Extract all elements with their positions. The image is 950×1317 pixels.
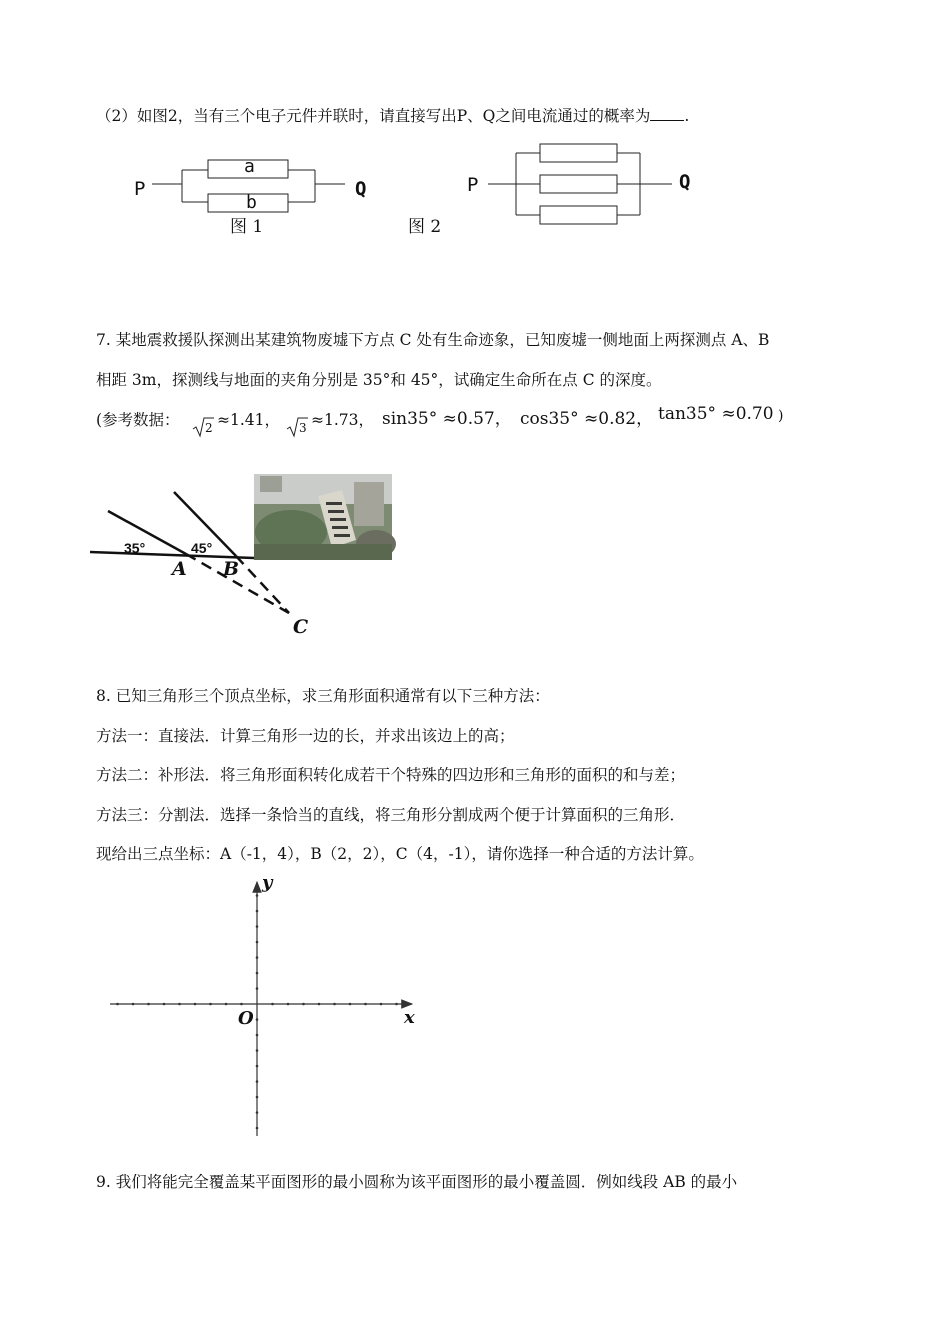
- angle-35-label: 35°: [124, 540, 146, 556]
- fig2-element-1: [540, 144, 617, 162]
- figure-3-detection-diagram: [86, 470, 396, 645]
- sqrt3-value: ≈1.73，: [311, 411, 374, 429]
- figure-2-circuit: [460, 136, 700, 228]
- x-axis-tick: [163, 1003, 166, 1006]
- x-axis-tick: [395, 1003, 398, 1006]
- x-axis-tick: [240, 1003, 243, 1006]
- y-axis-tick: [256, 941, 259, 944]
- fig1-q-label: Q: [355, 178, 367, 200]
- q8-line2: 方法一：直接法．计算三角形一边的长，并求出该边上的高；: [96, 727, 515, 745]
- sqrt2-value: ≈1.41，: [217, 411, 280, 429]
- x-axis-tick: [302, 1003, 305, 1006]
- sin-value: sin35° ≈0.57，: [382, 409, 512, 429]
- sqrt2-radicand: 2: [205, 421, 213, 435]
- x-axis-tick: [194, 1003, 197, 1006]
- x-axis-tick: [349, 1003, 352, 1006]
- x-axis-tick: [132, 1003, 135, 1006]
- fig2-p-label: P: [467, 174, 479, 196]
- ruins-photo: [254, 474, 396, 560]
- ref-open: (参考数据：: [96, 411, 180, 429]
- q8-line1: 8. 已知三角形三个顶点坐标，求三角形面积通常有以下三种方法：: [96, 687, 550, 705]
- ref-close: ): [778, 408, 784, 424]
- x-axis-label: x: [404, 1007, 415, 1028]
- y-axis-tick: [256, 1127, 259, 1130]
- q7-line1: 7. 某地震救援队探测出某建筑物废墟下方点 C 处有生命迹象，已知废墟一侧地面上两探测点 A、B: [96, 331, 770, 349]
- x-axis-tick: [147, 1003, 150, 1006]
- coordinate-axes: [100, 870, 430, 1142]
- x-axis-tick: [271, 1003, 274, 1006]
- y-axis-label: y: [262, 872, 273, 893]
- y-axis-tick: [256, 987, 259, 990]
- q6-part2-text: [96, 104, 689, 126]
- y-axis-tick: [256, 1096, 259, 1099]
- y-axis-tick: [256, 910, 259, 913]
- origin-label: O: [238, 1008, 254, 1029]
- y-axis-tick: [256, 972, 259, 975]
- q8-line3: 方法二：补形法．将三角形面积转化成若干个特殊的四边形和三角形的面积的和与差；: [96, 766, 686, 784]
- fig2-element-2: [540, 175, 617, 193]
- y-axis-tick: [256, 1018, 259, 1021]
- fig2-caption: 图 2: [408, 217, 442, 237]
- y-axis-tick: [256, 1034, 259, 1037]
- point-c-label: C: [293, 616, 309, 638]
- x-axis-tick: [318, 1003, 321, 1006]
- x-axis-tick: [225, 1003, 228, 1006]
- q6-part2-prefix: （2）如图2，当有三个电子元件并联时，请直接写出P、Q之间电流通过的概率为: [96, 107, 651, 125]
- x-axis-tick: [209, 1003, 212, 1006]
- point-a-label: A: [172, 558, 187, 580]
- detection-line-a: [108, 511, 186, 554]
- q7-reference-data: [96, 402, 856, 442]
- q6-part2-suffix: .: [684, 107, 690, 125]
- answer-blank: [650, 106, 684, 121]
- q8-line5: 现给出三点坐标：A（-1，4），B（2，2），C（4，-1），请你选择一种合适的方法计算。: [96, 845, 704, 863]
- x-axis-tick: [178, 1003, 181, 1006]
- y-axis-tick: [256, 956, 259, 959]
- fig1-a-label: a: [244, 156, 255, 177]
- point-b-label: B: [223, 558, 240, 580]
- x-axis-tick: [364, 1003, 367, 1006]
- q7-line2: 相距 3m，探测线与地面的夹角分别是 35°和 45°，试确定生命所在点 C 的深度。: [96, 371, 662, 389]
- angle-45-label: 45°: [191, 540, 213, 556]
- x-axis-tick: [333, 1003, 336, 1006]
- y-axis-tick: [256, 1049, 259, 1052]
- tan-value: tan35° ≈0.70: [658, 404, 774, 424]
- x-axis-tick: [287, 1003, 290, 1006]
- q8-line4: 方法三：分割法．选择一条恰当的直线，将三角形分割成两个便于计算面积的三角形．: [96, 806, 686, 824]
- x-axis-tick: [380, 1003, 383, 1006]
- fig1-b-label: b: [246, 192, 257, 213]
- dashed-line-bc: [236, 556, 289, 613]
- x-axis-tick: [116, 1003, 119, 1006]
- fig2-element-3: [540, 206, 617, 224]
- y-axis-tick: [256, 925, 259, 928]
- fig1-p-label: P: [134, 178, 146, 200]
- y-axis-tick: [256, 1111, 259, 1114]
- sqrt3-radicand: 3: [299, 421, 307, 435]
- cos-value: cos35° ≈0.82，: [520, 409, 654, 429]
- fig2-q-label: Q: [679, 171, 691, 193]
- q9-line1: 9. 我们将能完全覆盖某平面图形的最小圆称为该平面图形的最小覆盖圆．例如线段 AB 的最小: [96, 1173, 738, 1191]
- y-axis-tick: [256, 1080, 259, 1083]
- fig1-caption: 图 1: [230, 217, 264, 237]
- y-axis-tick: [256, 894, 259, 897]
- y-axis-tick: [256, 1065, 259, 1068]
